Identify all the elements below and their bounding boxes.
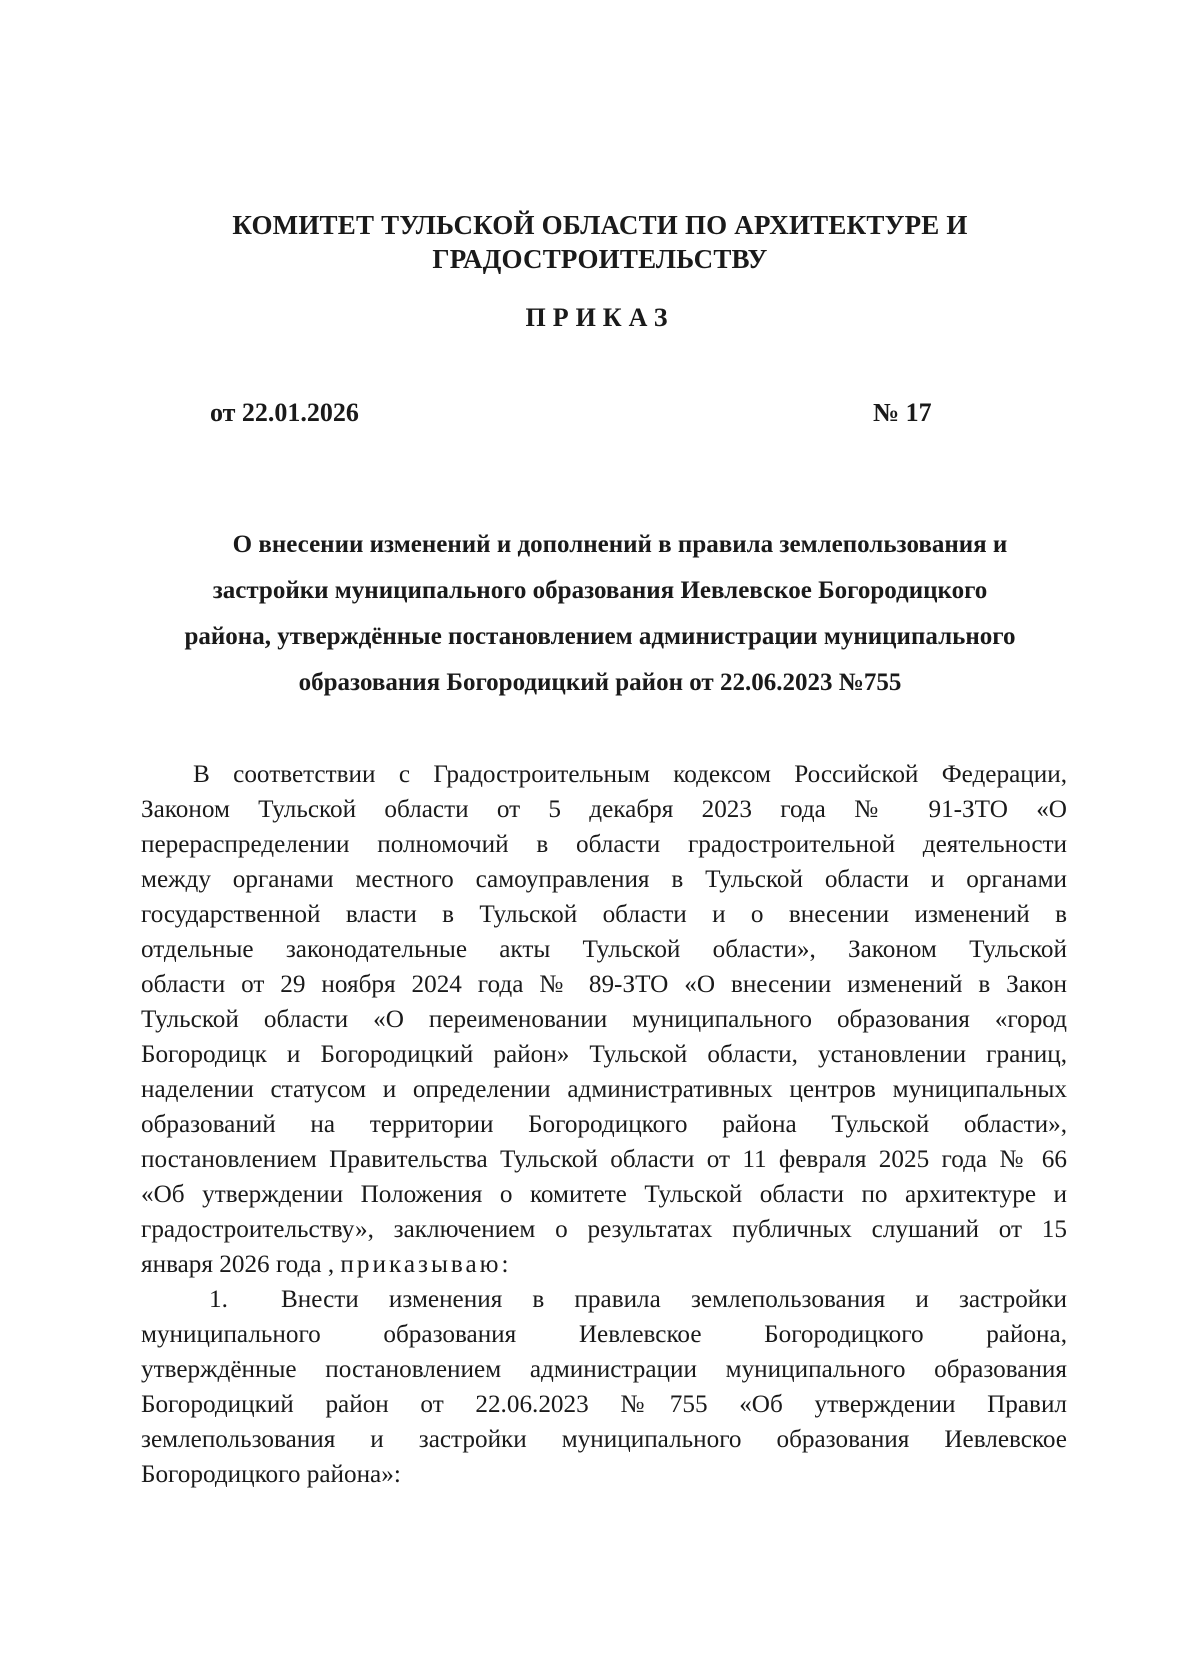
item-1-line: утверждённые постановлением администрации муниципального образования	[141, 1356, 1067, 1383]
document-body	[141, 757, 1067, 1492]
body-line: государственной власти в Тульской области и о внесении изменений в	[141, 901, 1067, 928]
document-subject	[130, 522, 1070, 706]
body-line: Законом Тульской области от 5 декабря 2023 года № 91-ЗТО «О	[141, 796, 1067, 823]
body-line: Богородицк и Богородицкий район» Тульской области, установлении границ,	[141, 1041, 1067, 1068]
body-line: «Об утверждении Положения о комитете Тульской области по архитектуре и	[141, 1181, 1067, 1208]
document-date: от 22.01.2026	[210, 398, 359, 427]
item-1-line-1	[141, 1282, 1067, 1317]
body-line-order	[141, 1247, 1067, 1282]
subject-line-3: района, утверждённые постановлением администрации муниципального	[184, 623, 1016, 650]
document-number: № 17	[873, 398, 932, 427]
subject-line-1: О внесении изменений и дополнений в правила землепользования и	[232, 531, 1008, 558]
item-1-number: 1.	[209, 1286, 228, 1313]
body-last-line-prefix: января 2026 года ,	[141, 1251, 341, 1278]
body-line: В соответствии с Градостроительным кодексом Российской Федерации,	[193, 761, 1067, 788]
body-line: Тульской области «О переименовании муниципального образования «город	[141, 1006, 1067, 1033]
item-1-line: муниципального образования Иевлевское Богородицкого района,	[141, 1321, 1067, 1348]
item-1-line: Богородицкий район от 22.06.2023 №755 «Об утверждении Правил	[141, 1391, 1067, 1418]
body-line: области от 29 ноября 2024 года № 89-ЗТО «О внесении изменений в Закон	[141, 971, 1067, 998]
item-1-text: Внести изменения в правила землепользования и застройки	[281, 1286, 1067, 1313]
organization-title	[0, 208, 1200, 276]
item-1-line: Богородицкого района»:	[141, 1461, 401, 1488]
item-1-line: землепользования и застройки муниципального образования Иевлевское	[141, 1426, 1067, 1453]
body-line: отдельные законодательные акты Тульской области», Законом Тульской	[141, 936, 1067, 963]
subject-line-4: образования Богородицкий район от 22.06.2023 №755	[298, 669, 902, 696]
document-type: ПРИКАЗ	[525, 303, 675, 332]
body-line: образований на территории Богородицкого района Тульской области»,	[141, 1111, 1067, 1138]
organization-title-line-1: КОМИТЕТ ТУЛЬСКОЙ ОБЛАСТИ ПО АРХИТЕКТУРЕ И	[232, 210, 968, 240]
body-line: между органами местного самоуправления в Тульской области и органами	[141, 866, 1067, 893]
body-line: градостроительству», заключением о результатах публичных слушаний от 15	[141, 1216, 1067, 1243]
body-line: наделении статусом и определении административных центров муниципальных	[141, 1076, 1067, 1103]
body-line: постановлением Правительства Тульской области от 11 февраля 2025 года № 66	[141, 1146, 1067, 1173]
organization-title-line-2: ГРАДОСТРОИТЕЛЬСТВУ	[432, 244, 768, 274]
order-word: приказываю:	[340, 1251, 512, 1278]
subject-line-2: застройки муниципального образования Иевлевское Богородицкого	[212, 577, 988, 604]
body-line: перераспределении полномочий в области градостроительной деятельности	[141, 831, 1067, 858]
